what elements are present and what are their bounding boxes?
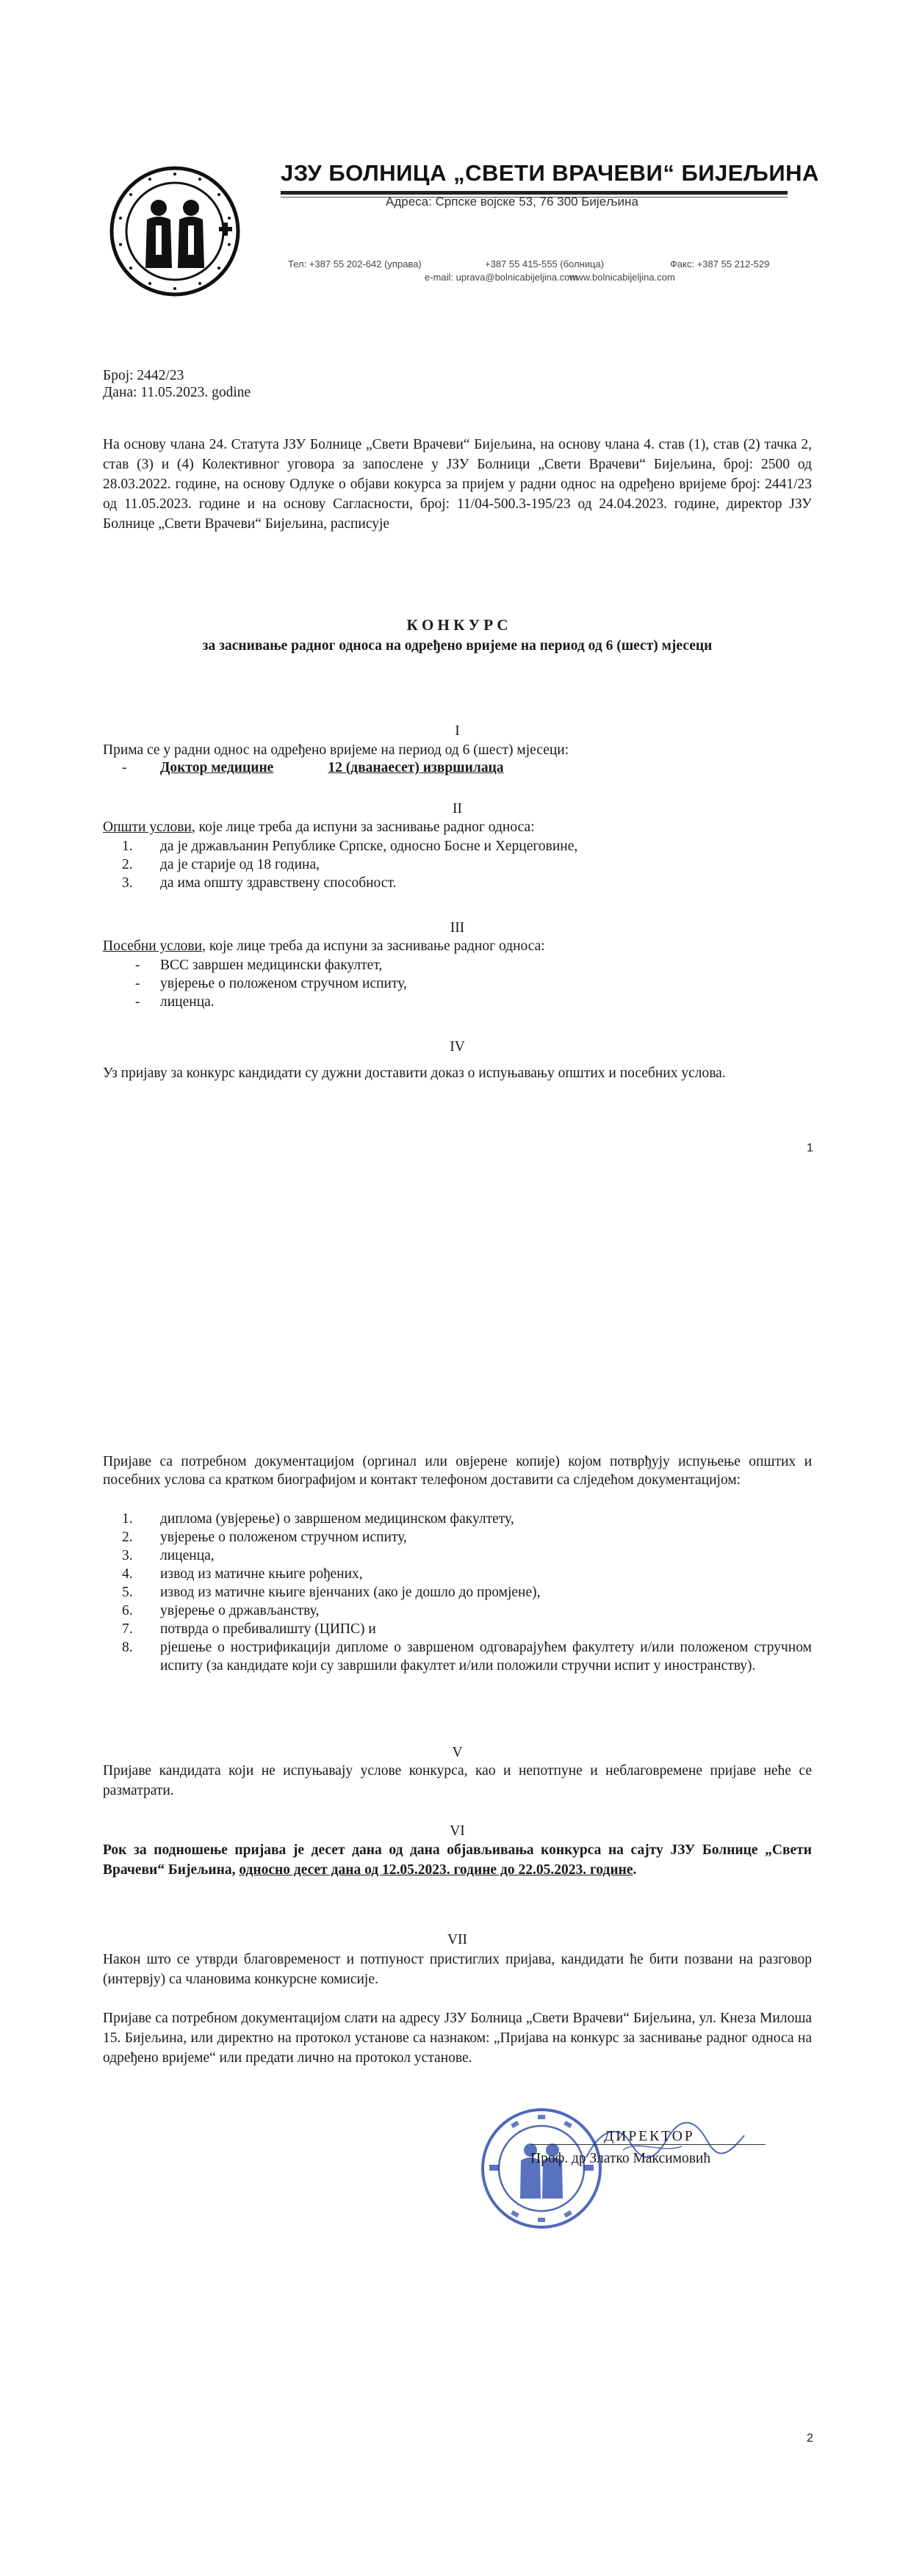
document-subtitle: за заснивање радног односа на одређено вријеме на период од 6 (шест) мјесеци xyxy=(202,638,713,654)
document-title: К О Н К У Р С xyxy=(406,616,508,634)
section-vii-text-1: Након што се утврди благовременост и потпуност пристиглих пријава, кандидати ће бити позвани на разговор (интервју) са члановима конкурсне комисије. xyxy=(103,1952,812,1987)
section-iv-text: Уз пријаву за конкурс кандидати су дужни доставити доказ о испуњавању општих и посебних услова. xyxy=(103,1066,726,1081)
section-vii-numeral: VII xyxy=(447,1932,468,1947)
list-item: - увјерење о положеном стручном испиту, xyxy=(135,976,407,991)
position-title: Доктор медицине xyxy=(160,760,274,775)
section-ii-lead: Општи услови xyxy=(103,820,192,835)
list-item: - ВСС завршен медицински факултет, xyxy=(135,958,383,973)
page-number-2: 2 xyxy=(807,2432,813,2445)
page-number-1: 1 xyxy=(807,1142,813,1154)
documents-intro: Пријаве са потребном документацијом (оргинал или овјерене копије) којом потврђују испуњење општих и посебних услова са кратком биографијом и контакт телефоном доставити са слједећом документацијом: xyxy=(103,1454,812,1488)
list-item: 8. рјешење о нострификацији дипломе о завршеном одговарајућем факултету и/или положеном стручном испиту (за кандидате који су завршили факултет и/или положили стручни испит у иностранству). xyxy=(122,1640,812,1674)
list-item: 7. потврда о пребивалишту (ЦИПС) и xyxy=(122,1621,376,1637)
list-item: 1. диплома (увјерење) о завршеном медицинском факултету, xyxy=(122,1511,514,1527)
list-item: 5. извод из матичне књиге вјенчаних (ако је дошло до промјене), xyxy=(122,1585,541,1600)
section-i-position xyxy=(160,758,601,778)
list-item: 1. да је држављанин Републике Српске, односно Босне и Херцеговине, xyxy=(122,839,578,854)
signature-name: Проф. др Златко Максимовић xyxy=(530,2151,711,2166)
organization-name: ЈЗУ БОЛНИЦА „СВЕТИ ВРАЧЕВИ“ БИЈЕЉИНА xyxy=(281,160,819,186)
list-item: 3. лиценца, xyxy=(122,1548,215,1563)
general-conditions-list xyxy=(103,837,812,892)
website-address: www.bolnicabijeljina.com xyxy=(569,272,675,283)
list-item: 3. да има општу здравствену способност. xyxy=(122,875,397,891)
signature-line xyxy=(530,2144,766,2145)
section-i-bullet: - xyxy=(122,760,127,775)
section-iii-numeral: III xyxy=(450,920,465,936)
list-item: 2. да је старије од 18 година, xyxy=(122,857,320,872)
section-ii-rest: , које лице треба да испуни за заснивање радног односа: xyxy=(191,820,535,835)
section-v-numeral: V xyxy=(452,1745,463,1760)
section-iii-heading xyxy=(103,936,545,956)
hospital-logo xyxy=(109,165,241,297)
document-date: Дана: 11.05.2023. godine xyxy=(103,385,251,400)
signature-title: ДИРЕКТОР xyxy=(604,2129,695,2144)
section-iii-rest: , које лице треба да испуни за заснивање радног односа: xyxy=(202,938,545,954)
organization-address: Адреса: Српске војске 53, 76 300 Бијељина xyxy=(386,195,638,209)
phone-admin: Тел: +387 55 202-642 (управа) xyxy=(288,258,422,269)
position-count: 12 (дванаесет) извршилаца xyxy=(328,760,504,775)
section-vi-text: Рок за подношење пријава је десет дана од дана објављивања конкурса на сајту ЈЗУ Болнице „Свети Врачеви“ Бијељина, односно десет дана од 12.05.2023. године до 22.05.2023. године. xyxy=(103,1842,812,1878)
section-i-numeral: I xyxy=(455,723,460,739)
list-item: - лиценца. xyxy=(135,994,215,1010)
section-v-text: Пријаве кандидата који не испуњавају услове конкурса, као и непотпуне и неблаговремене пријаве неће се разматрати. xyxy=(103,1763,812,1798)
list-item: 2. увјерење о положеном стручном испиту, xyxy=(122,1530,407,1545)
deadline-text: Рок за подношење пријава је десет дана од дана објављивања конкурса на сајту ЈЗУ Болнице „Свети Врачеви“ Бијељина, xyxy=(103,1842,812,1878)
section-ii-heading xyxy=(103,817,535,837)
list-item: 6. увјерење о држављанству, xyxy=(122,1603,320,1618)
phone-hospital: +387 55 415-555 (болница) xyxy=(485,258,605,269)
list-item: 4. извод из матичне књиге рођених, xyxy=(122,1566,363,1582)
section-iv-numeral: IV xyxy=(450,1039,465,1054)
section-vi-numeral: VI xyxy=(450,1823,465,1839)
section-ii-numeral: II xyxy=(453,801,462,817)
deadline-dates: односно десет дана од 12.05.2023. године до 22.05.2023. године xyxy=(239,1862,633,1878)
special-conditions-list xyxy=(103,956,812,1011)
section-i-text: Прима се у радни однос на одређено вријеме на период од 6 (шест) мјесеци: xyxy=(103,742,569,758)
email-address: e-mail: uprava@bolnicabijeljina.com xyxy=(425,272,578,283)
document-number: Број: 2442/23 xyxy=(103,368,184,383)
intro-paragraph: На основу члана 24. Статута ЈЗУ Болнице „Свети Врачеви“ Бијељина, на основу члана 4. став (1), став (2) тачка 2, став (3) и (4) Колективног уговора за запослене у ЈЗУ Болници „Свети Врачеви“ Бијељина, број: 2500 од 28.03.2022. године, на основу Одлуке о објави кокурса за пријем у радни однос на одређено вријеме број: 2441/23 од 11.05.2023. године и на основу Сагласности, број: 11/04-500.3-195/23 од 24.04.2023. године, директор ЈЗУ Болнице „Свети Врачеви“ Бијељина, расписује xyxy=(103,437,812,532)
required-documents-list xyxy=(103,1510,812,1675)
section-iii-lead: Посебни услови xyxy=(103,938,203,954)
fax-number: Факс: +387 55 212-529 xyxy=(670,258,770,269)
section-vii-text-2: Пријаве са потребном документацијом слати на адресу ЈЗУ Болница „Свети Врачеви“ Бијељина, ул. Кнеза Милоша 15. Бијељина, или директно на протокол установе са назнаком: „Пријава на конкурс за заснивање радног односа на одређено вријеме“ или предати лично на протокол установе. xyxy=(103,2011,812,2066)
